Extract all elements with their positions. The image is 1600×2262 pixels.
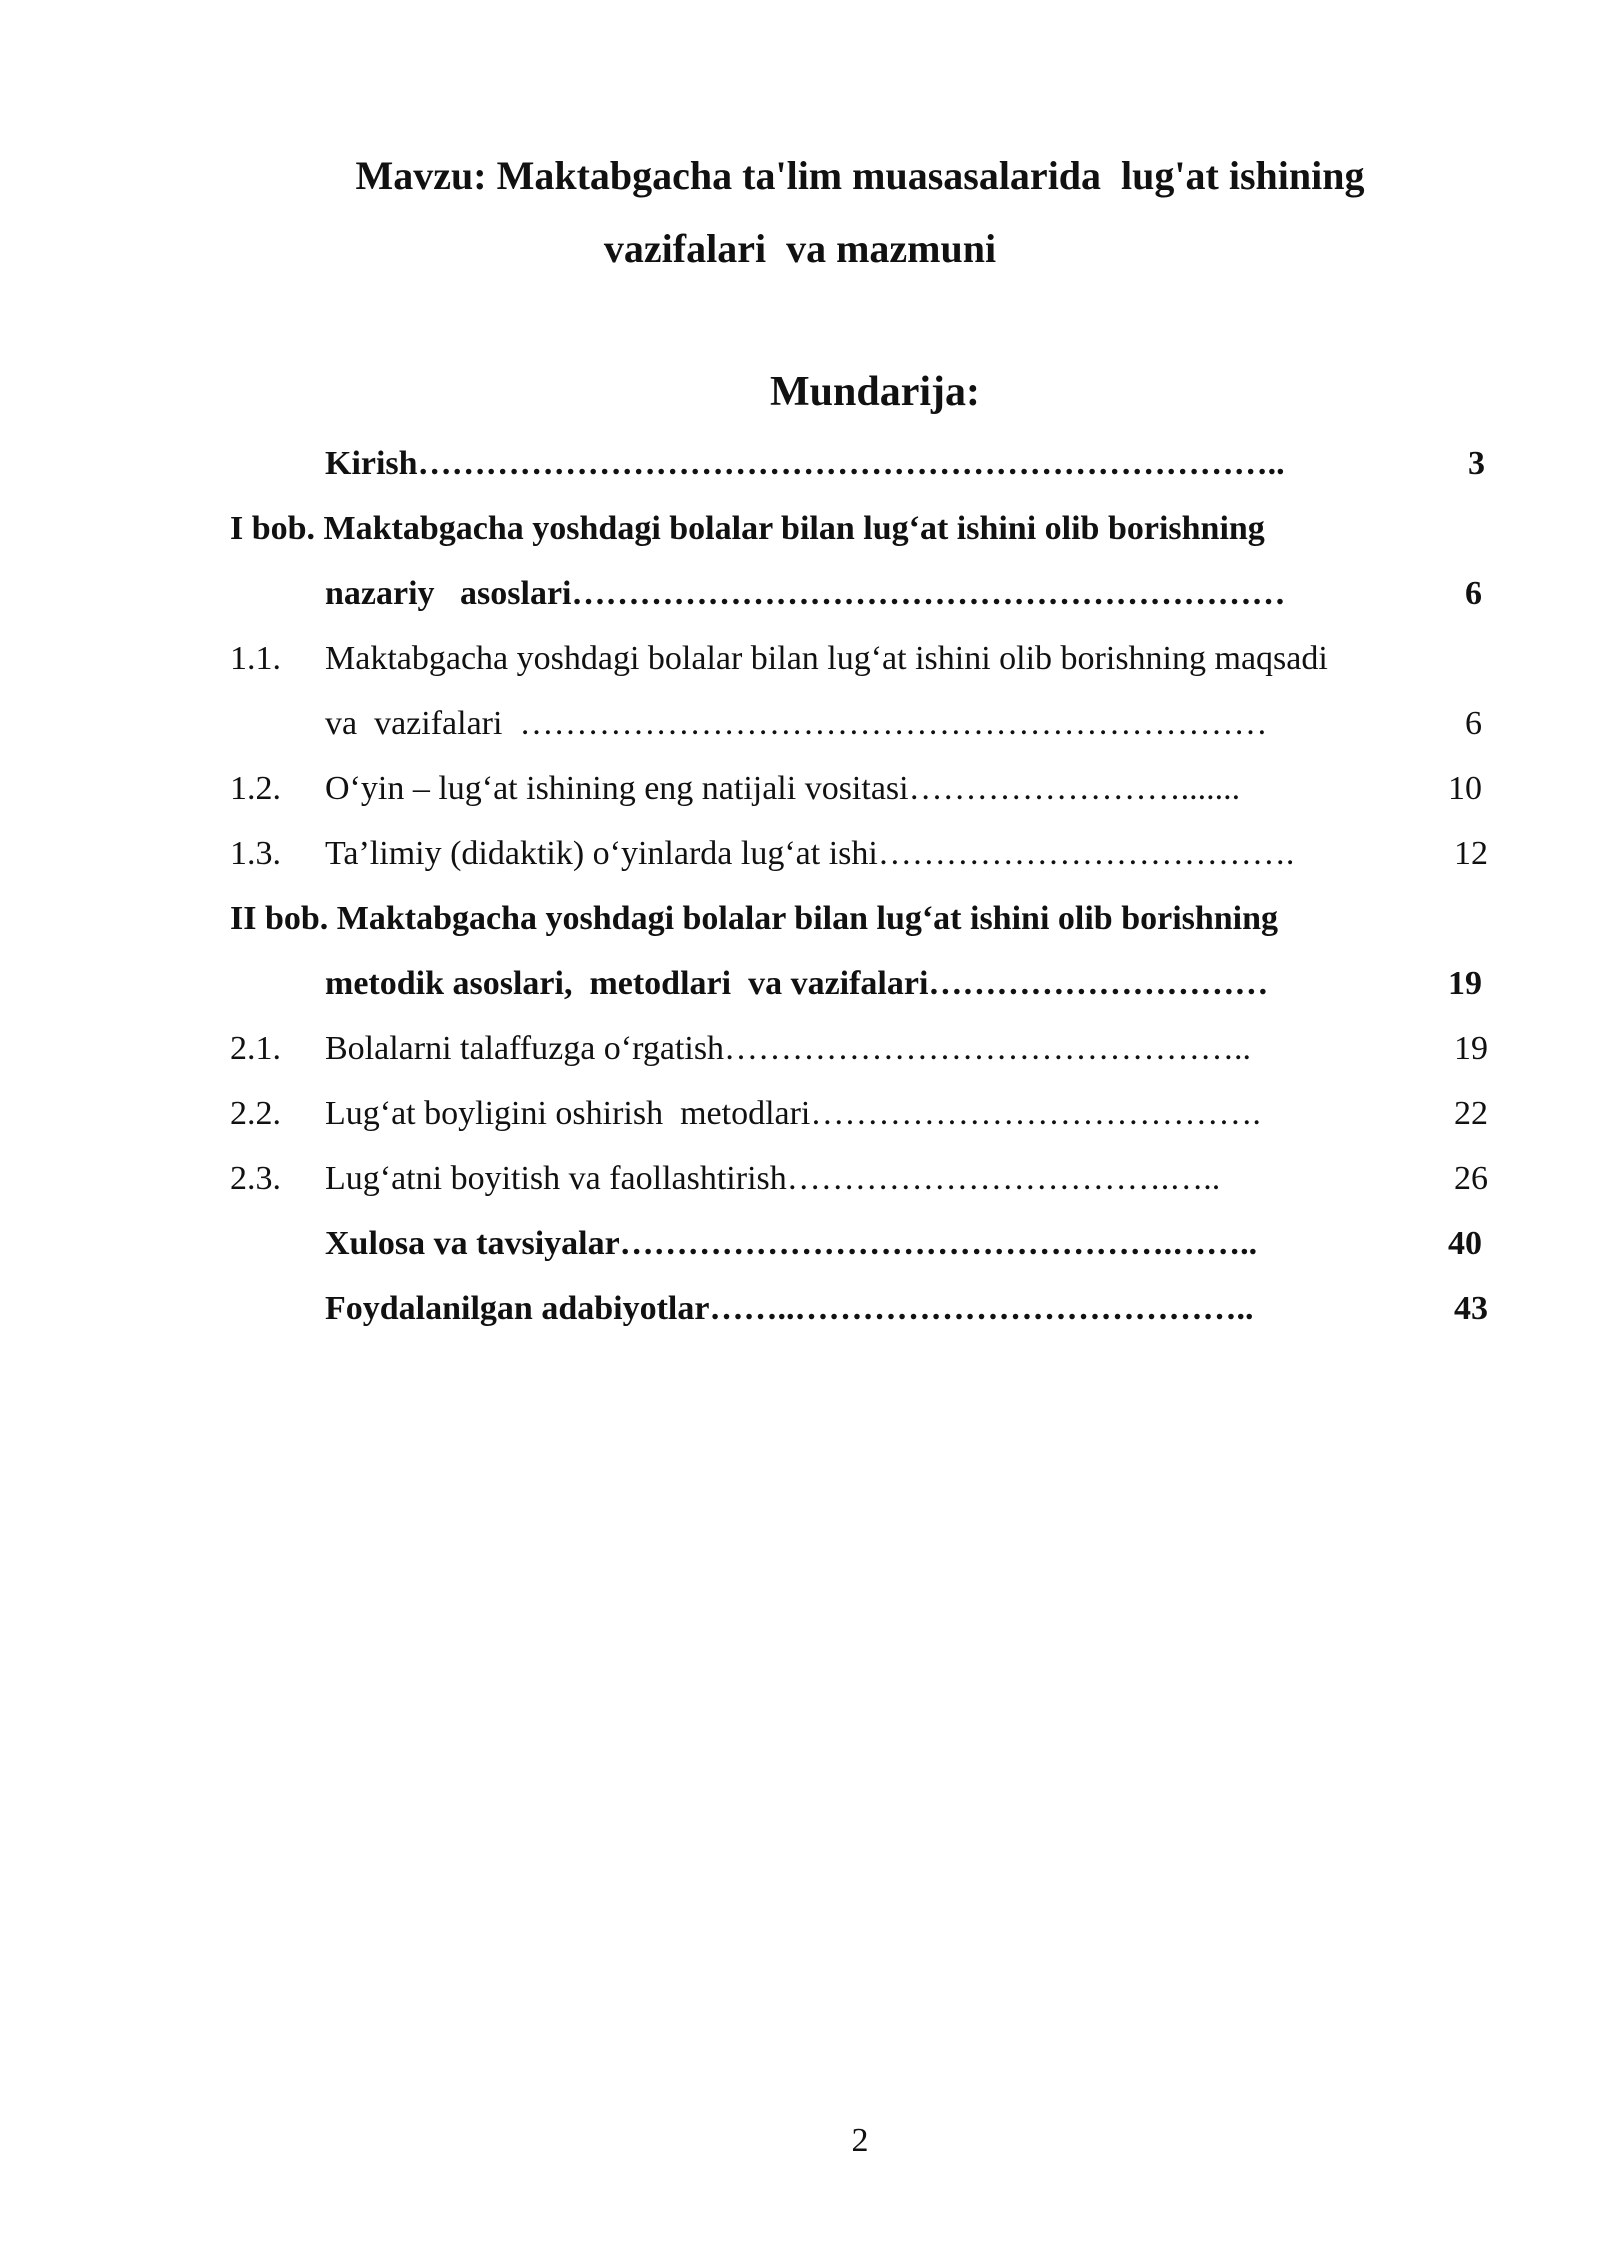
toc-page-xulosa: 40 xyxy=(1448,1225,1482,1262)
toc-section-1-2: O‘yin – lug‘at ishining eng natijali vositasi……………………....... xyxy=(325,770,1241,807)
page-number: 2 xyxy=(851,2122,869,2159)
toc-page-1-3: 12 xyxy=(1454,835,1488,872)
toc-page-kirish: 3 xyxy=(1468,445,1485,482)
toc-num-1-1: 1.1. xyxy=(230,640,281,677)
toc-num-1-2: 1.2. xyxy=(230,770,281,807)
topic-title-line2: vazifalari va mazmuni xyxy=(603,226,997,271)
toc-page-1-1: 6 xyxy=(1465,705,1482,742)
toc-page-2-1: 19 xyxy=(1454,1030,1488,1067)
toc-chapter-1-line1: I bob. Maktabgacha yoshdagi bolalar bilan lug‘at ishini olib borishning xyxy=(230,510,1265,547)
toc-chapter-2-line2: metodik asoslari, metodlari va vazifalari………………………… xyxy=(325,965,1269,1002)
toc-page-2-2: 22 xyxy=(1454,1095,1488,1132)
toc-section-1-3: Ta’limiy (didaktik) o‘yinlarda lug‘at ishi………………………………. xyxy=(325,835,1295,872)
toc-page-chapter-1: 6 xyxy=(1465,575,1482,612)
toc-chapter-2-line1: II bob. Maktabgacha yoshdagi bolalar bilan lug‘at ishini olib borishning xyxy=(230,900,1279,937)
toc-num-2-1: 2.1. xyxy=(230,1030,281,1067)
toc-entry-xulosa: Xulosa va tavsiyalar………………………………………….…….. xyxy=(325,1225,1258,1262)
toc-section-2-2: Lug‘at boyligini oshirish metodlari…………………………………. xyxy=(325,1095,1261,1132)
toc-num-2-2: 2.2. xyxy=(230,1095,281,1132)
toc-page-2-3: 26 xyxy=(1454,1160,1488,1197)
toc-page-1-2: 10 xyxy=(1448,770,1482,807)
topic-title-line1: Mavzu: Maktabgacha ta'lim muasasalarida lug'at ishining xyxy=(355,153,1365,198)
toc-entry-adabiyotlar: Foydalanilgan adabiyotlar……..………………………………….. xyxy=(325,1290,1254,1327)
toc-page-adabiyotlar: 43 xyxy=(1454,1290,1488,1327)
toc-heading: Mundarija: xyxy=(770,369,980,415)
toc-num-2-3: 2.3. xyxy=(230,1160,281,1197)
toc-num-1-3: 1.3. xyxy=(230,835,281,872)
toc-page-chapter-2: 19 xyxy=(1448,965,1482,1002)
toc-section-1-1-line1: Maktabgacha yoshdagi bolalar bilan lug‘at ishini olib borishning maqsadi xyxy=(325,640,1328,677)
toc-chapter-1-line2: nazariy asoslari……………………………………………………… xyxy=(325,575,1286,612)
toc-section-2-1: Bolalarni talaffuzga o‘rgatish……………………………………….. xyxy=(325,1030,1252,1067)
toc-section-1-1-line2: va vazifalari ………………………………………………………… xyxy=(325,705,1268,742)
toc-section-2-3: Lug‘atni boyitish va faollashtirish…………………………….….. xyxy=(325,1160,1221,1197)
toc-entry-kirish: Kirish………………………………………………………………….. xyxy=(325,445,1285,482)
